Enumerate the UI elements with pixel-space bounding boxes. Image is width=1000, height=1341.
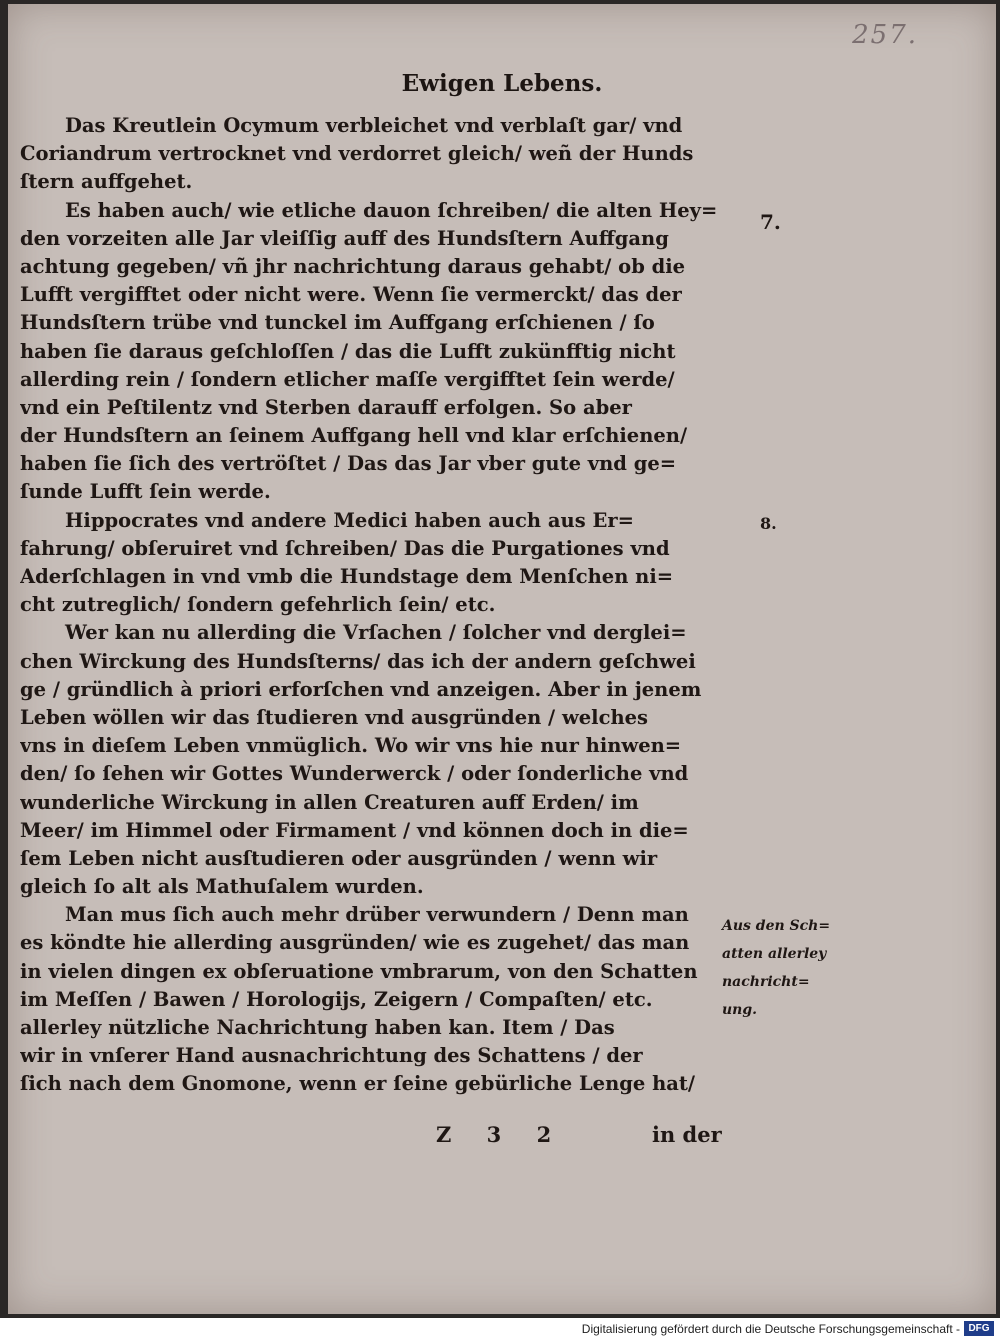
text-line: den vorzeiten alle Jar vleiſſig auff des Hundsſtern Auffgang: [20, 226, 669, 250]
text-line: chen Wirckung des Hundsſterns/ das ich der andern geſchwei: [20, 649, 696, 673]
text-line: in vielen dingen ex obſeruatione vmbrarum, von den Schatten: [20, 959, 698, 983]
text-line: Lufft vergifftet oder nicht were. Wenn ſie vermerckt/ das der: [20, 283, 682, 307]
text-line: allerley nützliche Nachrichtung haben kan. Item / Das: [20, 1016, 615, 1039]
running-head: Ewigen Lebens.: [401, 70, 603, 97]
text-line: Aderſchlagen in vnd vmb die Hundstage dem Menſchen ni=: [20, 565, 674, 588]
text-line: ſtern auffgehet.: [20, 170, 193, 194]
text-line: achtung gegeben/ vñ jhr nachrichtung daraus gehabt/ ob die: [20, 254, 686, 278]
text-line: ſich nach dem Gnomone, wenn er ſeine gebürliche Lenge hat/: [20, 1072, 696, 1096]
text-line: vnd ein Peſtilentz vnd Sterben darauff erfolgen. So aber: [20, 395, 632, 419]
text-line: Leben wöllen wir das ſtudieren vnd ausgründen / welches: [20, 705, 649, 729]
text-line: Meer/ im Himmel oder Firmament / vnd können doch in die=: [20, 818, 689, 842]
text-line: Man mus ſich auch mehr drüber verwundern / Denn man: [65, 903, 689, 927]
text-line: ge / gründlich à priori erforſchen vnd anzeigen. Aber in jenem: [20, 677, 702, 701]
footer-bar: [0, 1318, 1000, 1341]
page-number: 257.: [852, 20, 918, 50]
text-line: haben ſie ſich des vertröſtet / Das das Jar vber gute vnd ge=: [20, 452, 677, 476]
text-line: haben ſie daraus geſchloſſen / das die Lufft zukünfftig nicht: [20, 339, 676, 363]
text-line: Coriandrum vertrocknet vnd verdorret gleich/ weñ der Hunds: [20, 142, 694, 166]
text-line: vns in dieſem Leben vnmüglich. Wo wir vns hie nur hinwen=: [20, 734, 682, 758]
dfg-logo: DFG: [964, 1321, 994, 1336]
text-line: Es haben auch/ wie etliche dauon ſchreiben/ die alten Hey=: [65, 198, 718, 222]
text-line: der Hundsſtern an ſeinem Auffgang hell vnd klar erſchienen/: [20, 424, 688, 448]
book-page: [8, 4, 996, 1314]
margin-number-8: 8.: [760, 514, 777, 533]
text-line: den/ ſo ſehen wir Gottes Wunderwerck / oder ſonderliche vnd: [20, 762, 689, 786]
text-line: im Meſſen / Bawen / Horologijs, Zeigern / Compaſten/ etc.: [20, 987, 653, 1011]
text-line: allerding rein / ſondern etlicher maſſe vergifftet ſein werde/: [20, 367, 675, 391]
sidenote-line: Aus den Sch=: [722, 918, 831, 934]
margin-number-7: 7.: [760, 210, 781, 234]
text-line: Hundsſtern trübe vnd tunckel im Auffgang erſchienen / ſo: [20, 311, 655, 335]
text-line: gleich ſo alt als Mathuſalem wurden.: [20, 875, 424, 899]
text-line: Wer kan nu allerding die Vrſachen / ſolcher vnd derglei=: [65, 621, 687, 645]
text-line: cht zutreglich/ ſondern gefehrlich ſein/ etc.: [20, 593, 496, 617]
text-line: wir in vnſerer Hand ausnachrichtung des Schattens / der: [20, 1044, 643, 1068]
text-line: ſunde Lufft ſein werde.: [20, 480, 271, 504]
text-line: es köndte hie allerding ausgründen/ wie es zugehet/ das man: [20, 931, 690, 955]
funding-credit: Digitalisierung gefördert durch die Deutsche Forschungsgemeinschaft -: [581, 1322, 960, 1336]
sidenote-line: atten allerley: [722, 946, 827, 962]
sidenote-line: nachricht=: [722, 974, 810, 990]
text-line: Das Kreutlein Ocymum verbleichet vnd verblaſt gar/ vnd: [65, 114, 683, 137]
text-line: fahrung/ obſeruiret vnd ſchreiben/ Das die Purgationes vnd: [20, 536, 670, 560]
sidenote-line: ung.: [722, 1002, 758, 1018]
catchword: in der: [652, 1122, 722, 1147]
body-text: [20, 112, 720, 1099]
text-line: ſem Leben nicht ausſtudieren oder ausgründen / wenn wir: [20, 846, 658, 870]
text-line: wunderliche Wirckung in allen Creaturen auff Erden/ im: [20, 790, 639, 814]
signature-mark: Z 3 2: [436, 1122, 566, 1147]
text-line: Hippocrates vnd andere Medici haben auch aus Er=: [65, 508, 634, 532]
